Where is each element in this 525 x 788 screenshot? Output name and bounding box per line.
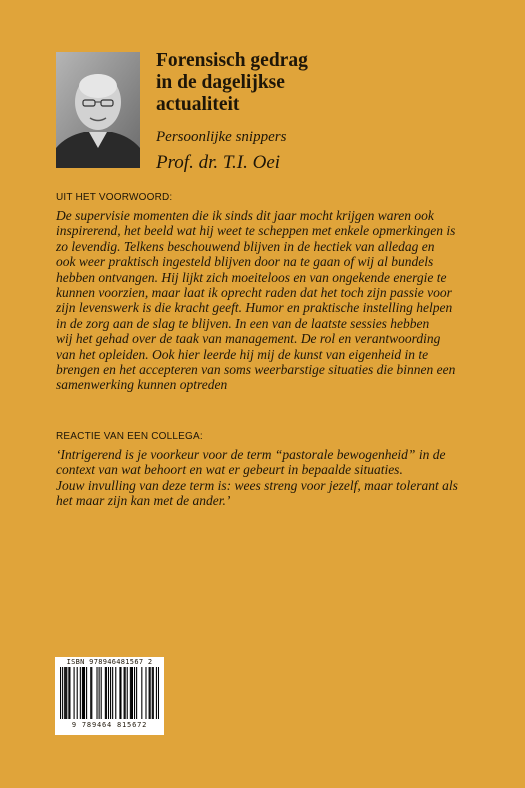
author-photo [56,52,140,168]
barcode-bar [62,667,63,719]
text-line: hebben ontvangen. Hij lijkt zich moeiteloos en van ongekende energie te [56,269,447,285]
barcode-bar [152,667,153,719]
barcode-bars-icon [60,667,159,719]
barcode-bar [96,667,97,719]
barcode-bar [68,667,69,719]
barcode-bar [106,667,107,719]
text-line: zo levendig. Telkens beschouwend blijven in de hectiek van alledag en [56,238,435,254]
title-line: in de dagelijkse [156,72,285,93]
barcode-bar [115,667,116,719]
text-line: ook weer praktisch ingesteld blijven door na te gaan of wij al bundels [56,254,434,270]
barcode-bar [91,667,92,719]
barcode-digits: 9 789464 815672 [71,721,148,729]
barcode-bar [124,667,125,719]
colleague-heading: REACTIE VAN EEN COLLEGA: [56,431,203,442]
text-line: zijn levenswerk is die kracht geeft. Humor en praktische instelling helpen [56,300,453,316]
barcode-bar [132,667,133,719]
barcode-bar [105,667,106,719]
text-line: samenwerking kunnen optreden [56,377,228,393]
text-line: inspirerend, het beeld wat hij weet te scheppen met enkele opmerkingen is [56,223,456,239]
barcode-bar [86,667,87,719]
barcode-bar [158,667,159,719]
barcode-bar [83,667,84,719]
book-subtitle: Persoonlijke snippers [156,129,287,145]
text-line: Jouw invulling van deze term is: wees streng voor jezelf, maar tolerant als [56,477,458,493]
barcode-bar [65,667,66,719]
foreword-heading: UIT HET VOORWOORD: [56,192,173,203]
barcode-bar [110,667,111,719]
barcode-bar [136,667,137,719]
title-line: Forensisch gedrag [156,50,308,71]
text-line: in de zorg aan de slag te blijven. In een van de laatste sessies hebben [56,315,430,331]
barcode-bar [84,667,85,719]
barcode-bar [120,667,121,719]
text-line: kunnen voorzien, maar laat ik oprecht raden dat het toch zijn passie voor [56,285,452,301]
barcode-bar [130,667,131,719]
barcode-bar [112,667,113,719]
barcode-bar [149,667,150,719]
barcode-bar [80,667,81,719]
barcode-bar [69,667,70,719]
barcode-bar [119,667,120,719]
barcode-bar [145,667,146,719]
barcode-bar [90,667,91,719]
barcode-bar [74,667,75,719]
text-line: ‘Intrigerend is je voorkeur voor de term “pastorale bewogenheid” in de [56,447,446,462]
text-line: De supervisie momenten die ik sinds dit jaar mocht krijgen waren ook [56,208,434,223]
book-title [156,50,486,116]
barcode-bar [131,667,132,719]
barcode-bar [153,667,154,719]
author-name: Prof. dr. T.I. Oei [156,152,281,173]
barcode-bar [82,667,83,719]
barcode-bar [108,667,109,719]
barcode-bar [150,667,151,719]
isbn-barcode [55,657,164,735]
barcode-bar [156,667,157,719]
text-line: het maar zijn kan met de ander.’ [56,493,231,509]
barcode-bar [101,667,102,719]
barcode-bar [60,667,61,719]
barcode-bar [99,667,100,719]
barcode-bar [64,667,65,719]
title-line: actualiteit [156,94,240,115]
text-line: context van wat behoort en wat er gebeurt in bepaalde situaties. [56,462,403,478]
text-line: van het opleiden. Ook hier leerde hij mij de kunst van eigenheid in te [56,346,429,362]
barcode-bar [127,667,128,719]
barcode-bar [125,667,126,719]
text-line: wij het gehad over de taak van management. De rol en verantwoording [56,331,441,347]
foreword-text [56,208,476,393]
barcode-bar [141,667,142,719]
colleague-text [56,447,476,509]
isbn-label: ISBN 978946481567 2 [66,658,153,666]
barcode-bar [134,667,135,719]
text-line: brengen en het accepteren van soms weerbarstige situaties die binnen een [56,362,456,378]
barcode-bar [66,667,67,719]
barcode-bar [77,667,78,719]
